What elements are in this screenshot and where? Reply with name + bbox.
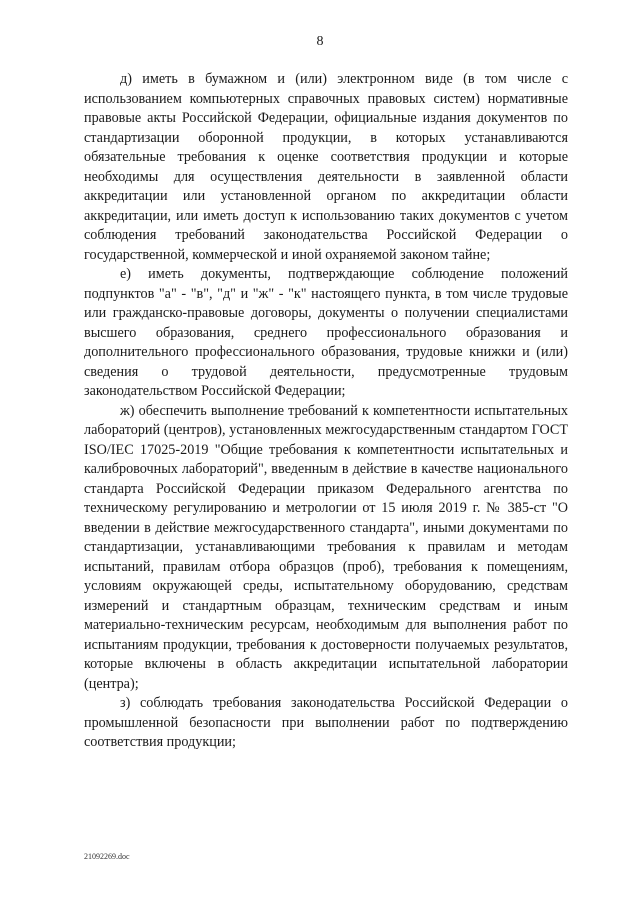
file-name-footer: 21092269.doc [84,852,130,861]
paragraph-z: з) соблюдать требования законодательства Российской Федерации о промышленной безопасности при выполнении работ по подтверждению соответствия продукции; [84,695,568,750]
paragraph-d: д) иметь в бумажном и (или) электронном виде (в том числе с использованием компьютерных справочных правовых систем) нормативные правовые акты Российской Федерации, официальные издания документов по стандартизации оборонной продукции, в которых устанавливаются обязательные требования к оценке соответствия продукции и которые необходимы для осуществления деятельности в заявленной области аккредитации или установленной органом по аккредитации области аккредитации, или иметь доступ к использованию таких документов с учетом соблюдения требований законодательства Российской Федерации о государственной, коммерческой и иной охраняемой законом тайне; [84,71,568,263]
paragraph-zh: ж) обеспечить выполнение требований к компетентности испытательных лабораторий (центров), установленных межгосударственным стандартом ГОСТ ISO/IEC 17025-2019 "Общие требования к компетентности испытательных и калибровочных лабораторий", введенным в действие в качестве национального стандарта Российской Федерации приказом Федерального агентства по техническому регулированию и метрологии от 15 июля 2019 г. № 385-ст "О введении в действие межгосударственного стандарта", иными документами по стандартизации, устанавливающими требования к правилам и методам испытаний, правилам отбора образцов (проб), требования к помещениям, условиям окружающей среды, испытательному оборудованию, средствам измерений и стандартным образцам, техническим средствам и иным материально-техническим ресурсам, необходимым для выполнения работ по испытаниям продукции, требования к достоверности получаемых результатов, которые включены в область аккредитации испытательной лаборатории (центра); [84,402,568,692]
paragraph-e: е) иметь документы, подтверждающие соблюдение положений подпунктов "а" - "в", "д" и "ж" - "к" настоящего пункта, в том числе трудовые или гражданско-правовые договоры, документы о получении специалистами высшего образования, среднего профессионального образования и дополнительного профессионального образования, трудовые книжки и (или) сведения о трудовой деятельности, предусмотренные трудовым законодательством Российской Федерации; [84,266,568,399]
document-body [84,70,568,753]
page-number: 8 [316,34,324,49]
